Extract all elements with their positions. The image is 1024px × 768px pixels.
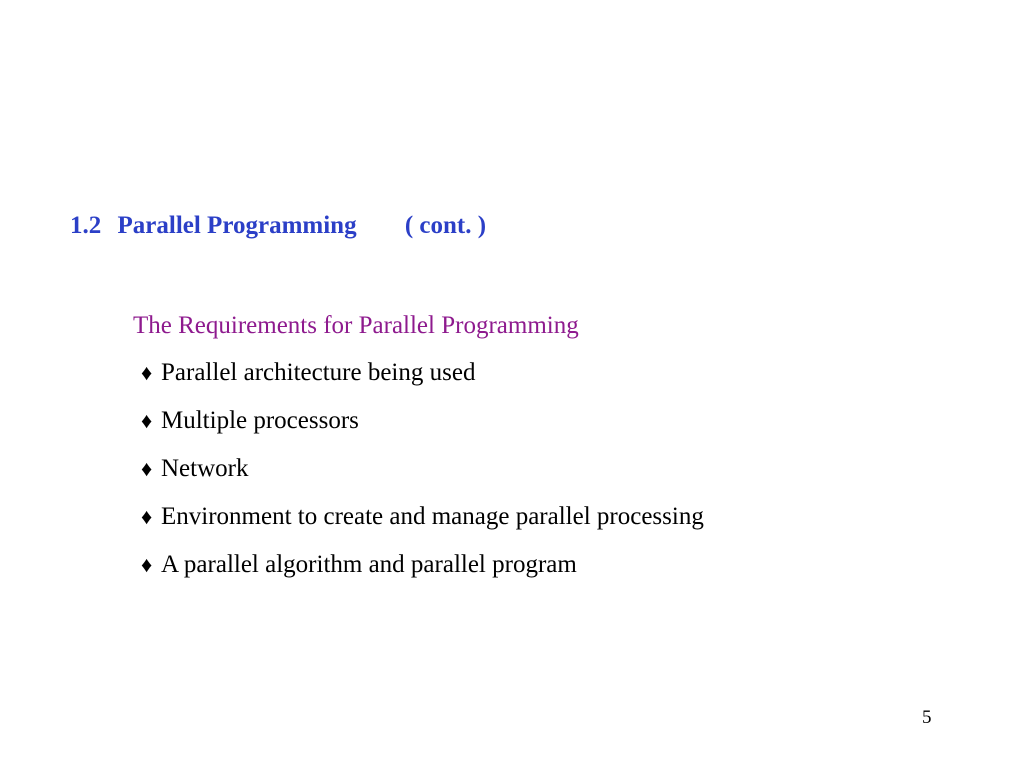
diamond-bullet-icon: ♦ (141, 552, 153, 577)
slide-subtitle: The Requirements for Parallel Programming (133, 312, 579, 339)
bullet-text: A parallel algorithm and parallel program (161, 551, 577, 578)
title-suffix: ( cont. ) (404, 212, 487, 239)
list-item (141, 501, 704, 549)
list-item (141, 357, 704, 405)
bullet-text: Multiple processors (161, 407, 359, 434)
diamond-bullet-icon: ♦ (141, 360, 153, 385)
diamond-bullet-icon: ♦ (141, 456, 153, 481)
title-text: Parallel Programming (117, 212, 357, 239)
slide-title (70, 210, 486, 242)
bullet-text: Environment to create and manage parallel processing (161, 503, 704, 530)
diamond-bullet-icon: ♦ (141, 504, 153, 529)
bullet-text: Network (161, 455, 249, 482)
diamond-bullet-icon: ♦ (141, 408, 153, 433)
bullet-list (141, 357, 704, 597)
bullet-text: Parallel architecture being used (161, 359, 476, 386)
page-number: 5 (922, 707, 932, 728)
section-number: 1.2 (70, 212, 102, 239)
list-item (141, 453, 704, 501)
list-item (141, 405, 704, 453)
list-item (141, 549, 704, 597)
